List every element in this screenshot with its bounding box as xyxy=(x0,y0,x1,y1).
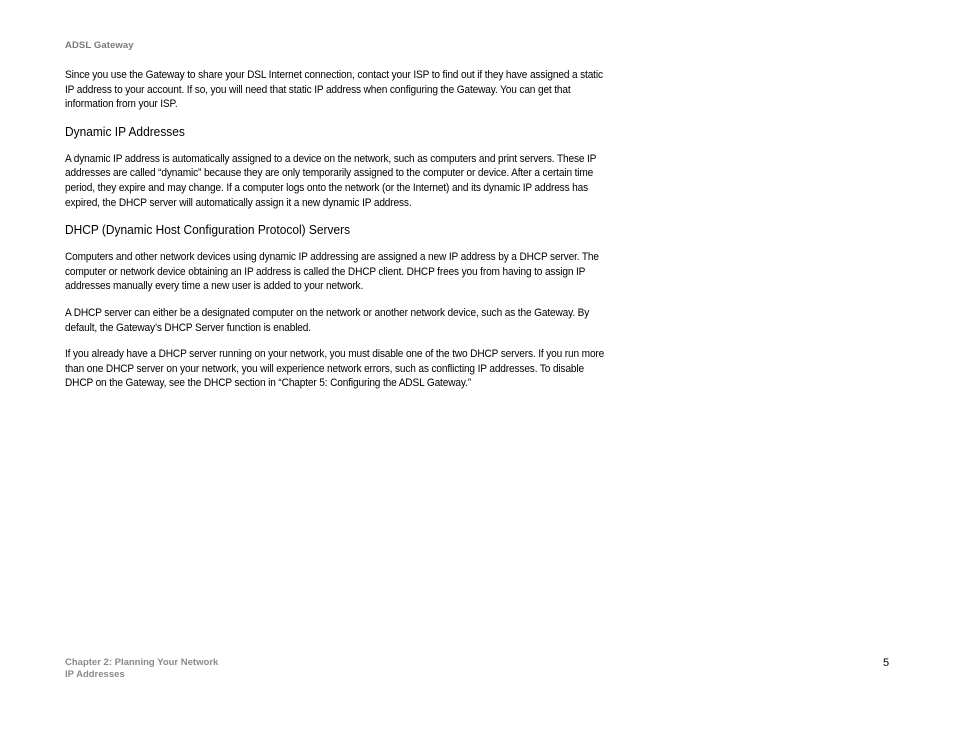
dhcp-paragraph-2: A DHCP server can either be a designated computer on the network or another network device, such as the Gateway. By default, the Gateway’s DHCP Server function is enabled. xyxy=(65,306,590,334)
dhcp-paragraph-3: If you already have a DHCP server running on your network, you must disable one of the two DHCP servers. If you run more than one DHCP server on your network, you will experience network errors, such as conflicting IP addresses. To disable DHCP on the Gateway, see the DHCP section in “Chapter 5: Configuring the ADSL Gateway.” xyxy=(65,348,605,390)
dynamic-ip-paragraph: A dynamic IP address is automatically assigned to a device on the network, such as computers and print servers. These IP addresses are called “dynamic” because they are only temporarily assigned to the computer or device. After a certain time period, they expire and may change. If a computer logs onto the network (or the Internet) and its dynamic IP address has expired, the DHCP server will automatically assign it a new dynamic IP address. xyxy=(65,152,597,209)
page-footer xyxy=(65,657,218,681)
page-body xyxy=(65,68,605,391)
footer-chapter: Chapter 2: Planning Your Network xyxy=(65,657,219,668)
running-header: ADSL Gateway xyxy=(65,40,134,51)
intro-paragraph: Since you use the Gateway to share your DSL Internet connection, contact your ISP to find out if they have assigned a static IP address to your account. If so, you will need that static IP address when configuring the Gateway. You can get that information from your ISP. xyxy=(65,69,603,111)
page-number: 5 xyxy=(883,657,890,669)
footer-section: IP Addresses xyxy=(65,669,125,680)
dhcp-paragraph-1: Computers and other network devices using dynamic IP addressing are assigned a new IP address by a DHCP server. The computer or network device obtaining an IP address is called the DHCP client. DHCP frees you from having to assign IP addresses manually every time a new user is added to your network. xyxy=(65,251,599,293)
heading-dynamic-ip: Dynamic IP Addresses xyxy=(65,124,185,139)
heading-dhcp-servers: DHCP (Dynamic Host Configuration Protocol) Servers xyxy=(65,223,351,238)
